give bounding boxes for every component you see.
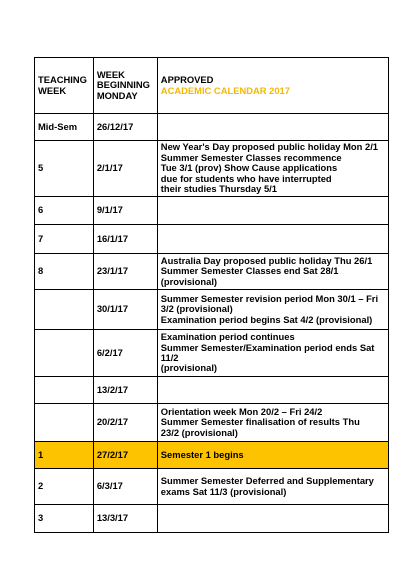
week-beginning-value: 2/1/17 — [96, 162, 123, 174]
calendar-note-line: their studies Thursday 5/1 — [160, 183, 277, 195]
week-beginning-value: 26/12/17 — [96, 120, 134, 132]
week-beginning-cell — [93, 404, 157, 442]
table-row — [35, 469, 389, 505]
week-beginning-cell — [93, 141, 157, 197]
calendar-note-line: Examination period begins Sat 4/2 (provisional) — [160, 313, 373, 325]
calendar-note-line: Tue 3/1 (prov) Show Cause applications — [160, 162, 338, 174]
calendar-note-line: 11/2 — [160, 352, 179, 363]
header-approved — [157, 58, 388, 114]
week-beginning-value: 6/3/17 — [96, 480, 123, 492]
header-week-beginning-label: WEEK BEGINNING MONDAY — [96, 68, 150, 101]
header-approved-label: APPROVED — [160, 74, 214, 86]
calendar-notes-cell — [157, 505, 388, 533]
table-row — [35, 330, 389, 377]
teaching-week-value: 7 — [38, 232, 44, 244]
teaching-week-value: 6 — [38, 204, 44, 216]
week-beginning-value: 13/2/17 — [96, 383, 129, 395]
table-row — [35, 404, 389, 442]
teaching-week-value: 5 — [38, 162, 44, 174]
calendar-note-line: Australia Day proposed public holiday Thu 26/1 — [160, 254, 373, 266]
table-row — [35, 141, 389, 197]
calendar-note-line: Summer Semester/Examination period ends Sat — [160, 341, 375, 353]
week-beginning-value: 13/3/17 — [96, 512, 129, 524]
week-beginning-value: 30/1/17 — [96, 303, 129, 315]
header-teaching-week — [35, 58, 94, 114]
teaching-week-value: 2 — [38, 480, 44, 492]
calendar-notes-cell — [157, 404, 388, 442]
teaching-week-value: 1 — [38, 448, 44, 460]
calendar-note-line: Summer Semester revision period Mon 30/1 – Fri — [160, 292, 379, 304]
week-beginning-cell — [93, 290, 157, 330]
week-beginning-value: 9/1/17 — [96, 204, 123, 216]
header-week-beginning — [93, 58, 157, 114]
teaching-week-cell — [35, 377, 94, 404]
header-academic-calendar-label: ACADEMIC CALENDAR 2017 — [160, 84, 290, 96]
teaching-week-value: 3 — [38, 512, 44, 524]
teaching-week-value: 8 — [38, 265, 44, 277]
calendar-note-line: Summer Semester Deferred and Supplementary — [160, 475, 374, 487]
teaching-week-cell — [35, 197, 94, 225]
table-row — [35, 254, 389, 290]
week-beginning-value: 23/1/17 — [96, 265, 129, 277]
calendar-note-line: Summer Semester Classes recommence — [160, 151, 342, 163]
header-teaching-week-label: TEACHING WEEK — [38, 74, 87, 96]
calendar-note-line: (provisional) — [160, 275, 218, 287]
table-row — [35, 442, 389, 469]
week-beginning-cell — [93, 505, 157, 533]
teaching-week-value: Mid-Sem — [38, 120, 78, 132]
table-row — [35, 505, 389, 533]
teaching-week-cell — [35, 330, 94, 377]
week-beginning-cell — [93, 254, 157, 290]
calendar-note-line: 23/2 (provisional) — [160, 426, 238, 438]
table-row — [35, 290, 389, 330]
table-row — [35, 377, 389, 404]
calendar-notes-cell — [157, 225, 388, 254]
calendar-notes-cell — [157, 469, 388, 505]
week-beginning-cell — [93, 469, 157, 505]
teaching-week-cell — [35, 505, 94, 533]
teaching-week-cell — [35, 442, 94, 469]
calendar-note-line: New Year's Day proposed public holiday Mon 2/1 — [160, 141, 379, 153]
table-row — [35, 114, 389, 141]
teaching-week-cell — [35, 254, 94, 290]
table-row — [35, 197, 389, 225]
calendar-note-line: Examination period continues — [160, 331, 295, 343]
calendar-notes-cell — [157, 254, 388, 290]
week-beginning-value: 20/2/17 — [96, 416, 129, 428]
teaching-week-cell — [35, 141, 94, 197]
week-beginning-cell — [93, 330, 157, 377]
calendar-note-line: 3/2 (provisional) — [160, 303, 233, 315]
week-beginning-cell — [93, 225, 157, 254]
week-beginning-cell — [93, 114, 157, 141]
teaching-week-cell — [35, 290, 94, 330]
teaching-week-cell — [35, 225, 94, 254]
calendar-note-line: Orientation week Mon 20/2 – Fri 24/2 — [160, 405, 323, 417]
table-header-row — [35, 58, 389, 114]
table-row — [35, 225, 389, 254]
calendar-page — [34, 57, 389, 533]
teaching-week-cell — [35, 404, 94, 442]
calendar-note-line: exams Sat 11/3 (provisional) — [160, 485, 287, 497]
calendar-note-line: Summer Semester finalisation of results Thu — [160, 416, 360, 428]
calendar-notes-cell — [157, 290, 388, 330]
teaching-week-cell — [35, 114, 94, 141]
calendar-notes-cell — [157, 442, 388, 469]
calendar-notes-cell — [157, 197, 388, 225]
calendar-note-line: (provisional) — [160, 362, 218, 374]
week-beginning-value: 27/2/17 — [96, 448, 129, 460]
week-beginning-value: 16/1/17 — [96, 232, 129, 244]
calendar-note-line: Semester 1 begins — [160, 448, 244, 460]
calendar-notes-cell — [157, 377, 388, 404]
calendar-notes-cell — [157, 141, 388, 197]
week-beginning-cell — [93, 442, 157, 469]
calendar-note-line: Summer Semester Classes end Sat 28/1 — [160, 265, 339, 277]
calendar-note-line: due for students who have interrupted — [160, 172, 332, 184]
academic-calendar-table — [34, 57, 389, 533]
calendar-notes-cell — [157, 114, 388, 141]
week-beginning-cell — [93, 197, 157, 225]
week-beginning-value: 6/2/17 — [96, 346, 123, 358]
calendar-notes-cell — [157, 330, 388, 377]
week-beginning-cell — [93, 377, 157, 404]
teaching-week-cell — [35, 469, 94, 505]
